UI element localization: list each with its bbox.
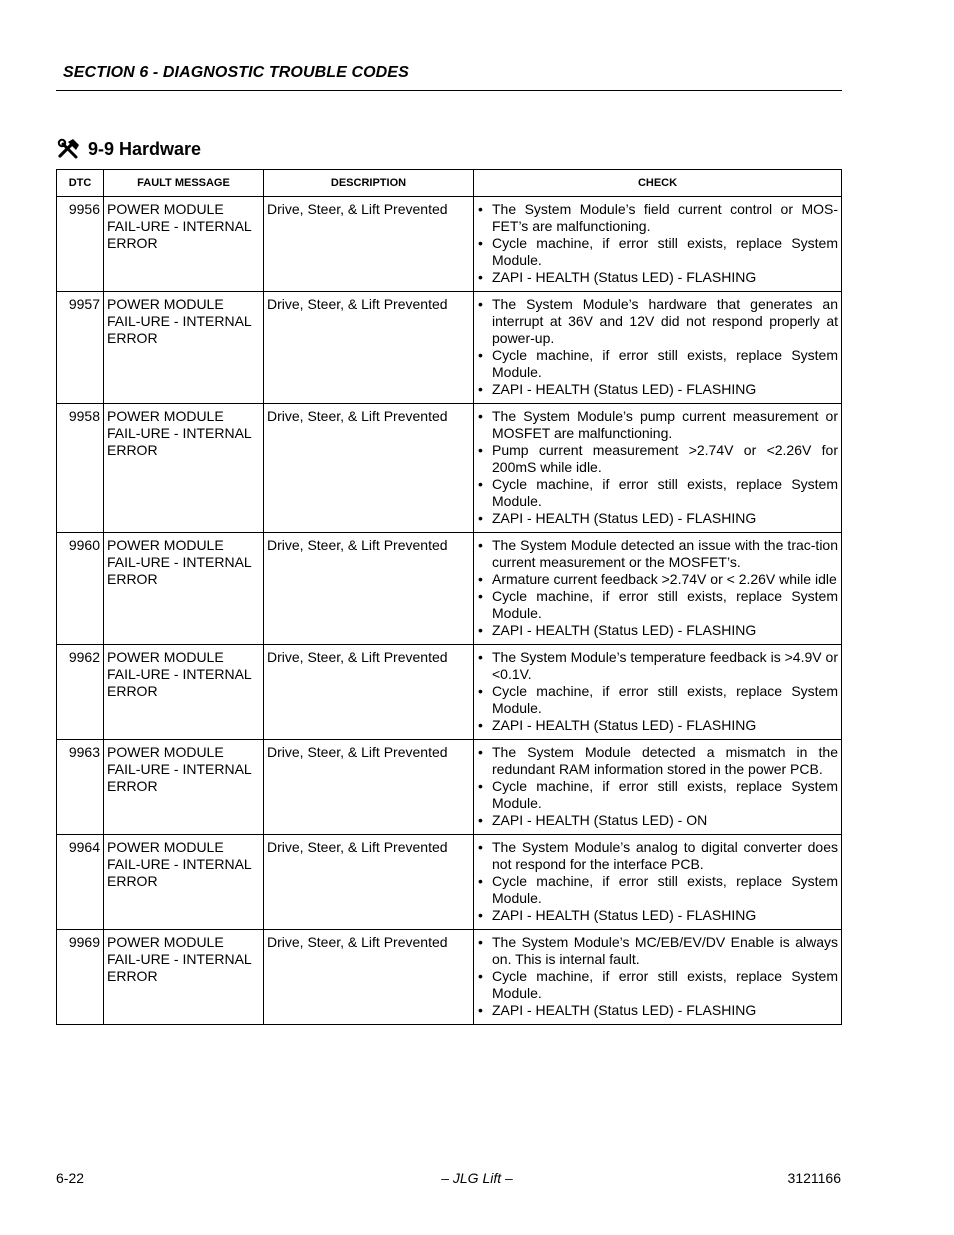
fault-message: POWER MODULE FAIL-URE - INTERNAL ERROR xyxy=(104,197,264,292)
description: Drive, Steer, & Lift Prevented xyxy=(264,740,474,835)
check-item: • The System Module detected a mismatch in the redundant RAM information stored in the power PCB. xyxy=(477,744,838,778)
check-item: • Cycle machine, if error still exists, replace System Module. xyxy=(477,968,838,1002)
check-item: • ZAPI - HEALTH (Status LED) - FLASHING xyxy=(477,269,838,286)
description: Drive, Steer, & Lift Prevented xyxy=(264,292,474,404)
table-row xyxy=(57,645,842,740)
check-list xyxy=(477,537,838,639)
check-item: • Cycle machine, if error still exists, replace System Module. xyxy=(477,476,838,510)
section-title: 9-9 Hardware xyxy=(88,138,202,159)
fault-message: POWER MODULE FAIL-URE - INTERNAL ERROR xyxy=(104,835,264,930)
check-item: • ZAPI - HEALTH (Status LED) - FLASHING xyxy=(477,717,838,734)
check-item: • ZAPI - HEALTH (Status LED) - FLASHING xyxy=(477,381,838,398)
check-item: • Armature current feedback >2.74V or < 2.26V while idle xyxy=(477,571,838,588)
check-item: • Cycle machine, if error still exists, replace System Module. xyxy=(477,347,838,381)
check-cell xyxy=(474,533,842,645)
description: Drive, Steer, & Lift Prevented xyxy=(264,533,474,645)
table-row xyxy=(57,930,842,1025)
page-number: 6-22 xyxy=(56,1170,85,1186)
check-cell xyxy=(474,404,842,533)
section-header: SECTION 6 - DIAGNOSTIC TROUBLE CODES xyxy=(63,64,409,81)
check-cell xyxy=(474,197,842,292)
check-list xyxy=(477,408,838,527)
description: Drive, Steer, & Lift Prevented xyxy=(264,197,474,292)
wrench-hammer-icon xyxy=(57,136,83,162)
check-item: • ZAPI - HEALTH (Status LED) - FLASHING xyxy=(477,510,838,527)
fault-message: POWER MODULE FAIL-URE - INTERNAL ERROR xyxy=(104,292,264,404)
fault-message: POWER MODULE FAIL-URE - INTERNAL ERROR xyxy=(104,740,264,835)
check-item: • The System Module detected an issue with the trac-tion current measurement or the MOSFET’s. xyxy=(477,537,838,571)
check-item: • Cycle machine, if error still exists, replace System Module. xyxy=(477,235,838,269)
table-row xyxy=(57,404,842,533)
check-item: • The System Module’s analog to digital converter does not respond for the interface PCB. xyxy=(477,839,838,873)
check-item: • ZAPI - HEALTH (Status LED) - ON xyxy=(477,812,838,829)
check-item: • The System Module’s temperature feedback is >4.9V or <0.1V. xyxy=(477,649,838,683)
table-row xyxy=(57,533,842,645)
doc-number: 3121166 xyxy=(787,1170,841,1186)
check-list xyxy=(477,201,838,286)
check-item: • ZAPI - HEALTH (Status LED) - FLASHING xyxy=(477,1002,838,1019)
check-cell xyxy=(474,292,842,404)
check-list xyxy=(477,839,838,924)
check-item: • The System Module’s pump current measurement or MOSFET are malfunctioning. xyxy=(477,408,838,442)
dtc-code: 9964 xyxy=(57,835,104,930)
description: Drive, Steer, & Lift Prevented xyxy=(264,930,474,1025)
fault-message: POWER MODULE FAIL-URE - INTERNAL ERROR xyxy=(104,930,264,1025)
table-header-row xyxy=(57,170,842,197)
dtc-code: 9956 xyxy=(57,197,104,292)
check-list xyxy=(477,649,838,734)
dtc-table xyxy=(56,169,842,1025)
check-list xyxy=(477,934,838,1019)
section-heading xyxy=(57,136,201,162)
fault-message: POWER MODULE FAIL-URE - INTERNAL ERROR xyxy=(104,404,264,533)
footer-title: – JLG Lift – xyxy=(441,1170,513,1186)
header-rule xyxy=(56,90,842,91)
table-row xyxy=(57,292,842,404)
table-row xyxy=(57,740,842,835)
check-item: • The System Module’s hardware that generates an interrupt at 36V and 12V did not respond properly at power-up. xyxy=(477,296,838,347)
dtc-code: 9963 xyxy=(57,740,104,835)
header-dtc: DTC xyxy=(57,170,104,197)
fault-message: POWER MODULE FAIL-URE - INTERNAL ERROR xyxy=(104,533,264,645)
description: Drive, Steer, & Lift Prevented xyxy=(264,835,474,930)
header-fault-message: FAULT MESSAGE xyxy=(104,170,264,197)
dtc-code: 9958 xyxy=(57,404,104,533)
description: Drive, Steer, & Lift Prevented xyxy=(264,404,474,533)
header-check: CHECK xyxy=(474,170,842,197)
description: Drive, Steer, & Lift Prevented xyxy=(264,645,474,740)
check-list xyxy=(477,296,838,398)
table-row xyxy=(57,197,842,292)
check-item: • The System Module’s MC/EB/EV/DV Enable is always on. This is internal fault. xyxy=(477,934,838,968)
check-item: • Cycle machine, if error still exists, replace System Module. xyxy=(477,778,838,812)
check-cell xyxy=(474,645,842,740)
dtc-code: 9957 xyxy=(57,292,104,404)
check-item: • The System Module’s field current control or MOS-FET’s are malfunctioning. xyxy=(477,201,838,235)
table-row xyxy=(57,835,842,930)
check-cell xyxy=(474,930,842,1025)
check-cell xyxy=(474,835,842,930)
check-item: • Cycle machine, if error still exists, replace System Module. xyxy=(477,683,838,717)
header-description: DESCRIPTION xyxy=(264,170,474,197)
check-item: • Cycle machine, if error still exists, replace System Module. xyxy=(477,873,838,907)
check-item: • ZAPI - HEALTH (Status LED) - FLASHING xyxy=(477,907,838,924)
dtc-code: 9969 xyxy=(57,930,104,1025)
check-item: • ZAPI - HEALTH (Status LED) - FLASHING xyxy=(477,622,838,639)
dtc-code: 9960 xyxy=(57,533,104,645)
check-cell xyxy=(474,740,842,835)
check-item: • Pump current measurement >2.74V or <2.26V for 200mS while idle. xyxy=(477,442,838,476)
check-item: • Cycle machine, if error still exists, replace System Module. xyxy=(477,588,838,622)
dtc-code: 9962 xyxy=(57,645,104,740)
check-list xyxy=(477,744,838,829)
fault-message: POWER MODULE FAIL-URE - INTERNAL ERROR xyxy=(104,645,264,740)
